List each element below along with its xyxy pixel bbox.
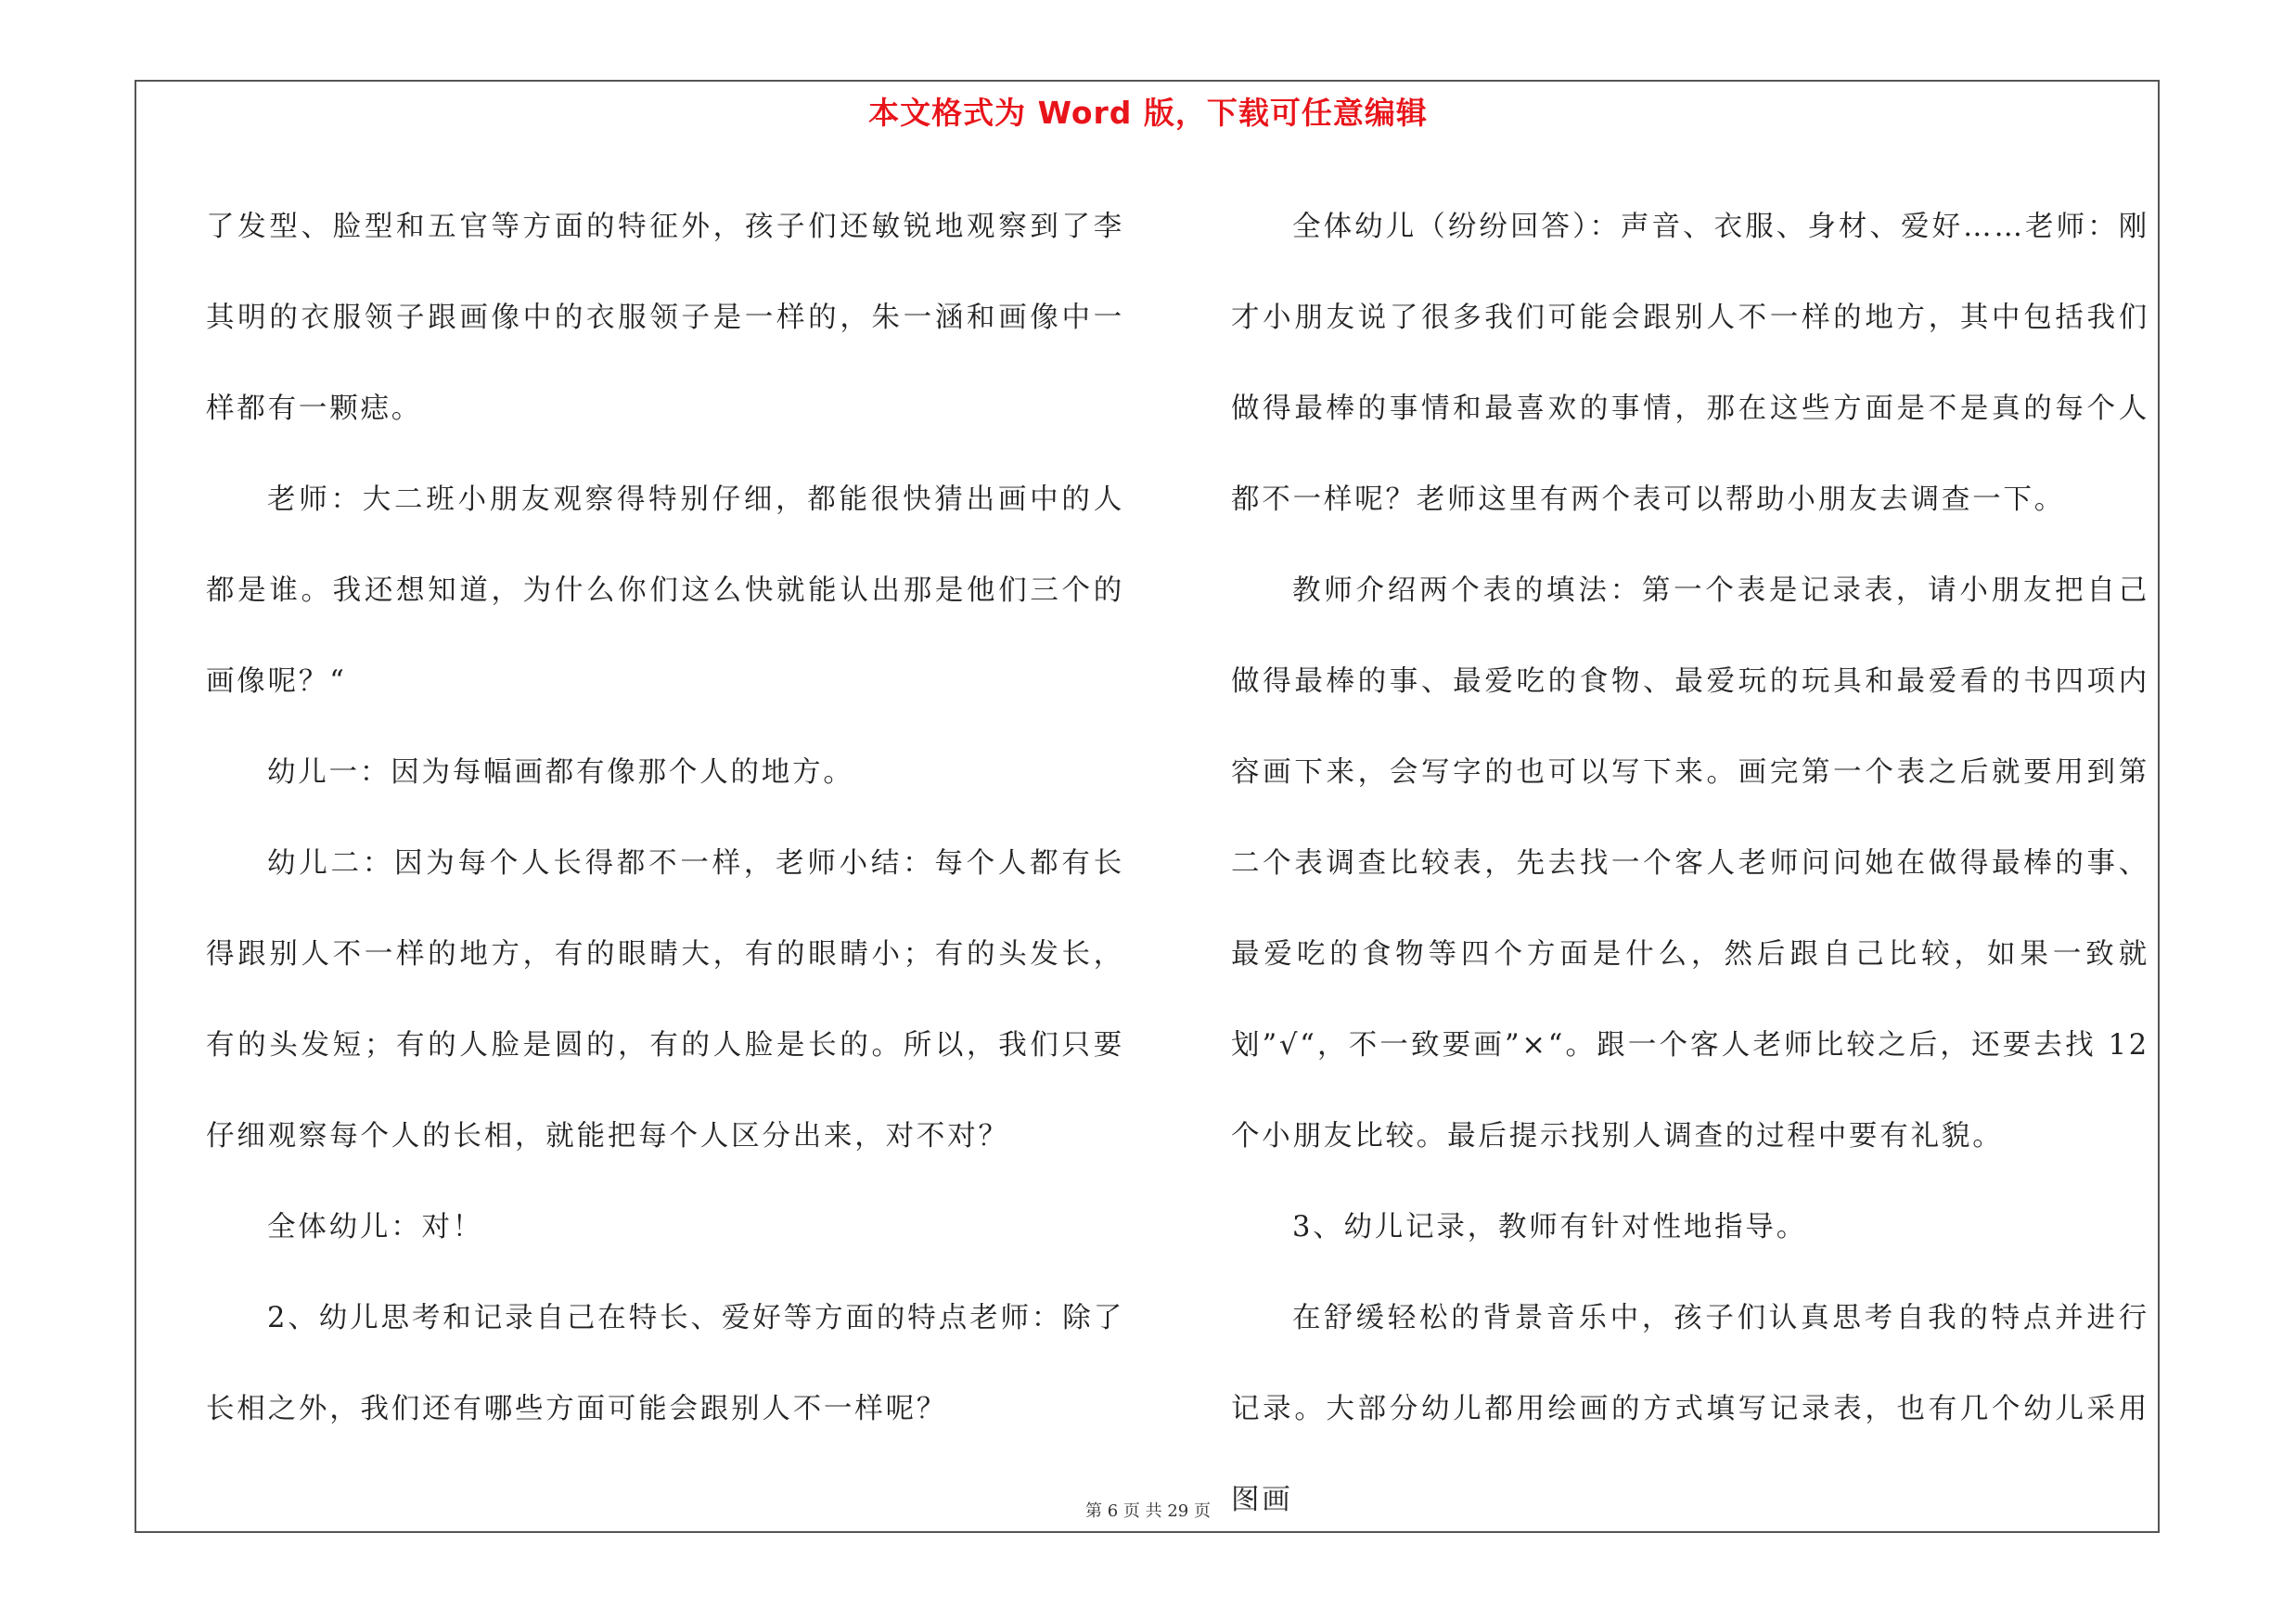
paragraph: 教师介绍两个表的填法：第一个表是记录表，请小朋友把自己做得最棒的事、最爱吃的食物、最爱玩的玩具和最爱看的书四项内容画下来，会写字的也可以写下来。画完第一个表之后就要用到第二个表调查比较表，先去找一个客人老师问问她在做得最棒的事、最爱吃的食物等四个方面是什么，然后跟自己比较，如果一致就划”√“，不一致要画”×“。跟一个客人老师比较之后，还要去找 12 个小朋友比较。最后提示找别人调查的过程中要有礼貌。: [1231, 574, 2149, 1153]
paragraph: 3、幼儿记录，教师有针对性地指导。: [1292, 1211, 1808, 1243]
format-banner: 本文格式为 Word 版，下载可任意编辑: [868, 95, 1428, 131]
paragraph: 全体幼儿：对！: [267, 1211, 484, 1243]
paragraph: 在舒缓轻松的背景音乐中，孩子们认真思考自我的特点并进行记录。大部分幼儿都用绘画的方式填写记录表，也有几个幼儿采用图画: [1231, 1302, 2149, 1516]
paragraph: 老师：大二班小朋友观察得特别仔细，都能很快猜出画中的人都是谁。我还想知道，为什么你们这么快就能认出那是他们三个的画像呢？“: [206, 483, 1124, 698]
paragraph: 了发型、脸型和五官等方面的特征外，孩子们还敏锐地观察到了李其明的衣服领子跟画像中的衣服领子是一样的，朱一涵和画像中一样都有一颗痣。: [206, 211, 1124, 425]
page-number: 第 6 页 共 29 页: [1085, 1501, 1211, 1521]
paragraph: 幼儿一：因为每幅画都有像那个人的地方。: [267, 756, 854, 789]
right-column: [1231, 182, 2149, 1546]
paragraph: 全体幼儿（纷纷回答）：声音、衣服、身材、爱好……老师：刚才小朋友说了很多我们可能会跟别人不一样的地方，其中包括我们做得最棒的事情和最喜欢的事情，那在这些方面是不是真的每个人都不一样呢？老师这里有两个表可以帮助小朋友去调查一下。: [1231, 211, 2149, 516]
left-column: [206, 182, 1124, 1455]
paragraph: 2、幼儿思考和记录自己在特长、爱好等方面的特点老师：除了长相之外，我们还有哪些方面可能会跟别人不一样呢？: [206, 1302, 1124, 1425]
paragraph: 幼儿二：因为每个人长得都不一样，老师小结：每个人都有长得跟别人不一样的地方，有的眼睛大，有的眼睛小；有的头发长，有的头发短；有的人脸是圆的，有的人脸是长的。所以，我们只要仔细观察每个人的长相，就能把每个人区分出来，对不对？: [206, 847, 1124, 1153]
